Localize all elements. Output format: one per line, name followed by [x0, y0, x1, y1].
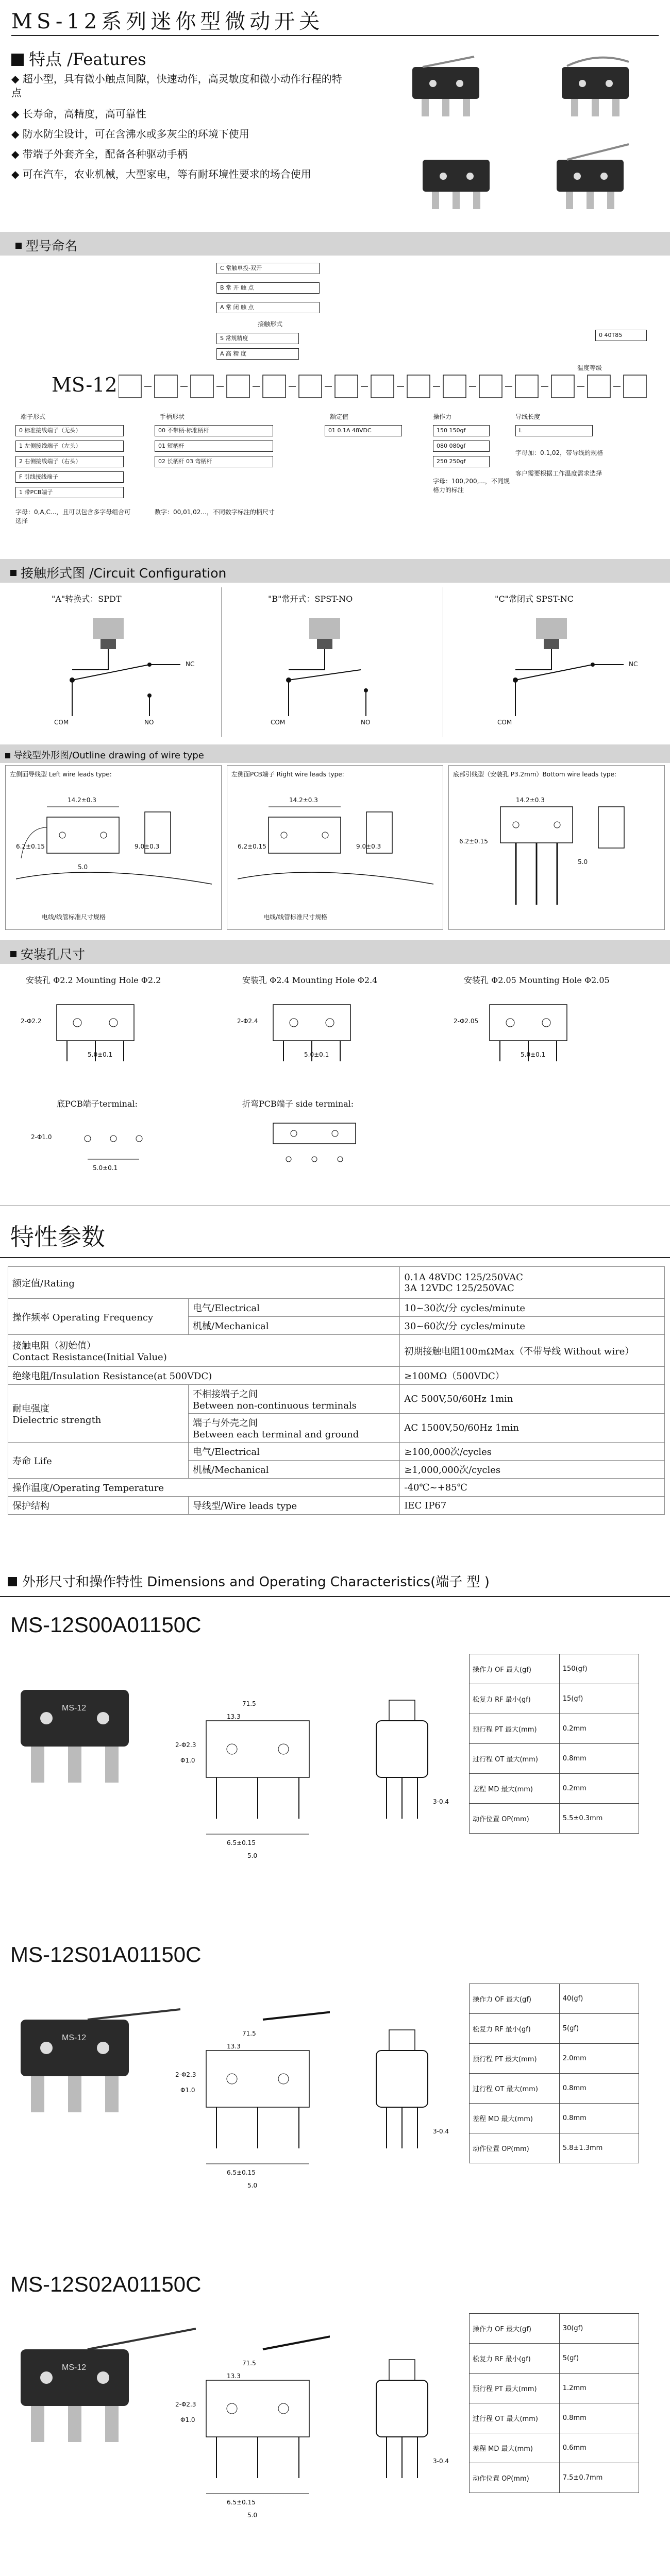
- spec-value: 初期接触电阻100mΩMax（不带导线 Without wire）: [400, 1335, 665, 1367]
- right-wire-drawing: [238, 786, 439, 905]
- product-photo: [10, 1659, 196, 1875]
- param-value: 0.8mm: [559, 2074, 639, 2104]
- no-label: NO: [144, 719, 154, 726]
- spec-sub: 不相接端子之间 Between non-continuous terminals: [189, 1385, 400, 1414]
- dim-label: 6.5±0.15: [227, 2499, 256, 2506]
- product-photo-cluster: [392, 46, 660, 232]
- mount-drawing-1: [31, 994, 165, 1072]
- wire-length-label: 导线长度: [515, 413, 541, 420]
- dim-label: 6.2±0.15: [238, 843, 266, 850]
- switch-body-text: MS-12: [62, 2033, 87, 2042]
- dim-label: 2-Φ2.05: [454, 1018, 479, 1025]
- spec-value: IEC IP67: [400, 1497, 665, 1515]
- param-label: 预行程 PT 最大(mm): [470, 2044, 560, 2074]
- feature-item: ◆ 带端子外套齐全，配备各种驱动手柄: [11, 148, 188, 160]
- circuit-label: "A"转换式：SPDT: [52, 594, 122, 604]
- no-label: NO: [361, 719, 371, 726]
- wire-panel-bottom: [448, 765, 665, 930]
- wire-label: 左侧面PCB端子 Right wire leads type:: [231, 771, 344, 778]
- dim-label: 5.0: [247, 2182, 258, 2189]
- circuit-label: "C"常闭式 SPST-NC: [495, 594, 574, 604]
- param-label: 过行程 OT 最大(mm): [470, 2074, 560, 2104]
- dim-label: 2-Φ1.0: [31, 1133, 52, 1141]
- spec-value: 0.1A 48VDC 125/250VAC 3A 12VDC 125/250VAC: [400, 1267, 665, 1299]
- dim-label: 5.0: [247, 2512, 258, 2519]
- spec-row: [8, 1335, 665, 1367]
- mount-drawing-3: [464, 994, 598, 1072]
- temp-option: 0 40T85: [595, 330, 647, 341]
- dim-label: 2-Φ2.3: [175, 2071, 196, 2078]
- wire-section-bar: [0, 744, 670, 763]
- circuit-panel-spst-no: [227, 587, 443, 737]
- precision-option: S 常规精度: [216, 333, 299, 344]
- spec-sub: 导线型/Wire leads type: [189, 1497, 400, 1515]
- spec-row: [8, 1497, 665, 1515]
- param-value: 0.6mm: [559, 2433, 639, 2463]
- product-photo-2: [562, 58, 629, 116]
- param-label: 动作位置 OP(mm): [470, 2463, 560, 2493]
- dim-label: Φ1.0: [180, 2416, 195, 2424]
- dim-label: 14.2±0.3: [289, 796, 318, 804]
- dims-heading: 外形尺寸和操作特性 Dimensions and Operating Characteristics(端子 型 ): [8, 1571, 490, 1590]
- dim-label: 6.5±0.15: [227, 2169, 256, 2176]
- left-wire-drawing: [16, 786, 217, 905]
- spec-value: ≥1,000,000次/cycles: [400, 1461, 665, 1479]
- wire-panel-left: [5, 765, 222, 930]
- param-value: 7.5±0.7mm: [559, 2463, 639, 2493]
- lever-option: 02 长柄杆 03 弯柄杆: [155, 456, 273, 467]
- circuit-section-bar: [0, 559, 670, 583]
- dim-label: 6.2±0.15: [459, 838, 488, 845]
- dim-label: 71.5: [242, 2030, 256, 2037]
- force-option: 080 080gf: [433, 440, 490, 452]
- param-row: [470, 2044, 639, 2074]
- mount-drawing-2: [247, 994, 381, 1072]
- param-label: 操作力 OF 最大(gf): [470, 1984, 560, 2014]
- spec-name: 耐电强度 Dielectric strength: [8, 1385, 189, 1443]
- param-row: [470, 1774, 639, 1804]
- param-value: 2.0mm: [559, 2044, 639, 2074]
- lever-type-label: 手柄形状: [160, 413, 185, 420]
- param-value: 5.5±0.3mm: [559, 1804, 639, 1834]
- front-view-drawing: [186, 2318, 330, 2535]
- dim-label: 2-Φ2.3: [175, 2401, 196, 2408]
- param-row: [470, 1714, 639, 1744]
- param-row: [470, 2374, 639, 2403]
- switch-body-text: MS-12: [62, 1704, 87, 1713]
- wire-option: L: [515, 425, 593, 436]
- spec-value: -40℃~+85℃: [400, 1479, 665, 1497]
- wire-panels: [0, 765, 670, 935]
- product-photo-3: [423, 160, 490, 209]
- circuit-panel-spdt: [5, 587, 222, 737]
- spec-sub: 电气/Electrical: [189, 1299, 400, 1317]
- naming-note: 数字：00,01,02...，不同数字标注的柄尺寸: [155, 509, 275, 516]
- param-value: 1.2mm: [559, 2374, 639, 2403]
- spec-sub: 端子与外壳之间 Between each terminal and ground: [189, 1414, 400, 1443]
- terminal-option: 2 右侧接线端子（右头）: [15, 456, 124, 467]
- features-list: [11, 72, 351, 181]
- param-row: [470, 1654, 639, 1684]
- rating-option: 01 0.1A 48VDC: [325, 425, 402, 436]
- param-row: [470, 2104, 639, 2133]
- code-boxes: [119, 371, 665, 402]
- dim-label: 2-Φ2.2: [21, 1018, 42, 1025]
- param-label: 动作位置 OP(mm): [470, 2133, 560, 2163]
- lever-option: 00 不带柄-标准柄杆: [155, 425, 273, 436]
- param-label: 预行程 PT 最大(mm): [470, 2374, 560, 2403]
- param-row: [470, 2403, 639, 2433]
- spec-value: AC 1500V,50/60Hz 1min: [400, 1414, 665, 1443]
- spec-row: [8, 1367, 665, 1385]
- title-rule: [11, 35, 659, 36]
- param-value: 0.2mm: [559, 1714, 639, 1744]
- dim-label: 9.0±0.3: [135, 843, 160, 850]
- wire-caption: 电线/线管标准尺寸规格: [263, 913, 328, 921]
- contact-option: B 常 开 触 点: [216, 282, 320, 294]
- spec-name: 保护结构: [8, 1497, 189, 1515]
- param-label: 差程 MD 最大(mm): [470, 2104, 560, 2133]
- param-row: [470, 2463, 639, 2493]
- dim-label: 2-Φ2.4: [237, 1018, 258, 1025]
- naming-note: 字母：0,A,C...，且可以包含多字母组合可选择: [15, 509, 131, 524]
- param-value: 0.8mm: [559, 2104, 639, 2133]
- model-prefix: MS-12: [52, 374, 118, 396]
- naming-diagram: [0, 258, 670, 546]
- dim-label: 13.3: [227, 2372, 241, 2380]
- param-table: [469, 1654, 639, 1834]
- side-view-drawing: [361, 2009, 443, 2174]
- product-block: [0, 1932, 670, 2251]
- param-label: 预行程 PT 最大(mm): [470, 1714, 560, 1744]
- dim-label: Φ1.0: [180, 2087, 195, 2094]
- terminal-type-label: 端子形式: [21, 413, 46, 420]
- square-bullet-icon: [10, 570, 16, 576]
- terminal-option: 1 带PCB端子: [15, 487, 124, 498]
- param-value: 0.2mm: [559, 1774, 639, 1804]
- naming-note: 字母：100,200,...，不同规格力的标注: [433, 478, 510, 494]
- param-row: [470, 2344, 639, 2374]
- dim-label: 3-0.4: [433, 2458, 449, 2465]
- spec-heading: 特性参数: [10, 1223, 105, 1251]
- terminal-option: F 引线接线端子: [15, 471, 124, 483]
- spec-value: ≥100MΩ（500VDC）: [400, 1367, 665, 1385]
- dim-label: 14.2±0.3: [68, 796, 96, 804]
- param-label: 操作力 OF 最大(gf): [470, 2314, 560, 2344]
- contact-option: C 常触单投-双开: [216, 263, 320, 274]
- feature-item: ◆ 长寿命，高精度，高可靠性: [11, 108, 146, 120]
- lever-option: 01 短柄杆: [155, 440, 273, 452]
- wire-heading: 导线型外形图/Outline drawing of wire type: [5, 748, 204, 761]
- side-terminal-drawing: [263, 1118, 366, 1175]
- dim-label: 13.3: [227, 1713, 241, 1720]
- page-title: MS-12系列迷你型微动开关: [11, 10, 324, 33]
- side-view-drawing: [361, 1680, 443, 1844]
- circuit-label: "B"常开式：SPST-NO: [268, 594, 353, 604]
- square-bullet-icon: [5, 753, 10, 758]
- force-option: 150 150gf: [433, 425, 490, 436]
- dim-label: 5.0±0.1: [93, 1164, 118, 1172]
- front-view-drawing: [186, 1989, 330, 2205]
- spec-name: 接触电阻（初始值） Contact Resistance(Initial Value): [8, 1335, 400, 1367]
- dim-label: 71.5: [242, 1700, 256, 1707]
- dim-label: 3-0.4: [433, 2128, 449, 2135]
- spec-table: [8, 1266, 665, 1515]
- rating-label: 额定值: [330, 413, 349, 420]
- param-label: 差程 MD 最大(mm): [470, 1774, 560, 1804]
- com-label: COM: [54, 719, 69, 726]
- dim-label: 5.0: [247, 1852, 258, 1859]
- square-bullet-icon: [11, 54, 24, 66]
- spec-value: ≥100,000次/cycles: [400, 1443, 665, 1461]
- pcb-terminal-label: 底PCB端子terminal:: [57, 1099, 138, 1109]
- contact-option: A 常 闭 触 点: [216, 302, 320, 313]
- param-label: 松复力 RF 最小(gf): [470, 2344, 560, 2374]
- param-row: [470, 2133, 639, 2163]
- param-label: 差程 MD 最大(mm): [470, 2433, 560, 2463]
- dim-label: 5.0: [578, 858, 588, 866]
- contact-type-label: 接触形式: [258, 320, 283, 328]
- dims-rule: [0, 1596, 670, 1597]
- dim-label: 5.0±0.1: [88, 1051, 113, 1058]
- dim-label: 6.5±0.15: [227, 1839, 256, 1846]
- feature-item: ◆ 超小型，具有微小触点间隙，快速动作，高灵敏度和微小动作行程的特点: [11, 73, 342, 99]
- dim-label: 6.2±0.15: [16, 843, 45, 850]
- spec-value: AC 500V,50/60Hz 1min: [400, 1385, 665, 1414]
- com-label: COM: [271, 719, 286, 726]
- page-header: [0, 0, 670, 242]
- feature-item: ◆ 防水防尘设计，可在含沸水或多灰尘的环境下使用: [11, 128, 249, 140]
- dim-label: 5.0±0.1: [304, 1051, 329, 1058]
- spec-rule: [0, 1257, 670, 1258]
- spec-sub: 机械/Mechanical: [189, 1317, 400, 1335]
- circuit-heading: 接触形式图 /Circuit Configuration: [10, 563, 226, 582]
- param-row: [470, 1744, 639, 1774]
- spec-value: 30~60次/分 cycles/minute: [400, 1317, 665, 1335]
- spec-row: [8, 1443, 665, 1461]
- product-block: [0, 2262, 670, 2576]
- square-bullet-icon: [10, 951, 16, 957]
- param-row: [470, 2433, 639, 2463]
- param-label: 松复力 RF 最小(gf): [470, 2014, 560, 2044]
- spec-name: 寿命 Life: [8, 1443, 189, 1479]
- front-view-drawing: [186, 1659, 330, 1875]
- param-label: 动作位置 OP(mm): [470, 1804, 560, 1834]
- dim-label: 5.0: [78, 863, 88, 871]
- dim-label: 9.0±0.3: [356, 843, 381, 850]
- circuit-panels: [0, 587, 670, 742]
- model-number: MS-12S02A01150C: [10, 2272, 202, 2296]
- force-label: 操作力: [433, 413, 452, 420]
- features-heading: 特点 /Features: [11, 46, 146, 70]
- param-label: 松复力 RF 最小(gf): [470, 1684, 560, 1714]
- spec-value: 10~30次/分 cycles/minute: [400, 1299, 665, 1317]
- side-terminal-label: 折弯PCB端子 side terminal:: [242, 1099, 354, 1109]
- product-photo-4: [557, 144, 629, 209]
- wire-label: 左侧面导线型 Left wire leads type:: [10, 771, 112, 778]
- nc-label: NC: [629, 660, 638, 668]
- wire-caption: 电线/线管标准尺寸规格: [42, 913, 106, 921]
- temp-grade-label: 温度等级: [577, 364, 602, 371]
- param-table: [469, 2313, 639, 2493]
- param-row: [470, 1804, 639, 1834]
- model-number: MS-12S00A01150C: [10, 1613, 202, 1637]
- param-value: 5(gf): [559, 2344, 639, 2374]
- switch-body-text: MS-12: [62, 2363, 87, 2372]
- dim-label: 3-0.4: [433, 1798, 449, 1805]
- bottom-wire-drawing: [459, 791, 660, 915]
- param-row: [470, 2074, 639, 2104]
- terminal-option: 0 标准接线端子（无头）: [15, 425, 124, 436]
- nc-label: NC: [186, 660, 195, 668]
- param-label: 过行程 OT 最大(mm): [470, 2403, 560, 2433]
- product-photo: [10, 1989, 196, 2205]
- param-row: [470, 2314, 639, 2344]
- mounting-label: 安装孔 Φ2.05 Mounting Hole Φ2.05: [464, 975, 610, 985]
- mounting-section-bar: [0, 940, 670, 964]
- param-value: 30(gf): [559, 2314, 639, 2344]
- dim-label: 5.0±0.1: [521, 1051, 546, 1058]
- naming-note: 字母加：0.1,02，带导线的规格: [515, 449, 604, 456]
- model-number: MS-12S01A01150C: [10, 1942, 202, 1967]
- side-view-drawing: [361, 2339, 443, 2504]
- spec-row: [8, 1385, 665, 1414]
- param-row: [470, 2014, 639, 2044]
- naming-section-bar: [0, 232, 670, 256]
- naming-heading: 型号命名: [15, 236, 77, 255]
- param-value: 5(gf): [559, 2014, 639, 2044]
- precision-option: A 高 精 度: [216, 348, 299, 360]
- product-photo-1: [412, 57, 479, 116]
- spec-row: [8, 1479, 665, 1497]
- param-label: 过行程 OT 最大(mm): [470, 1744, 560, 1774]
- spst-no-symbol: [268, 613, 423, 732]
- terminal-option: 1 左侧接线端子（左头）: [15, 440, 124, 452]
- spec-name: 绝缘电阻/Insulation Resistance(at 500VDC): [8, 1367, 400, 1385]
- spec-name: 操作温度/Operating Temperature: [8, 1479, 400, 1497]
- mounting-heading: 安装孔尺寸: [10, 944, 85, 963]
- spec-sub: 电气/Electrical: [189, 1443, 400, 1461]
- mounting-label: 安装孔 Φ2.4 Mounting Hole Φ2.4: [242, 975, 378, 985]
- param-value: 0.8mm: [559, 1744, 639, 1774]
- mounting-panels: [0, 969, 670, 1195]
- square-bullet-icon: [8, 1577, 17, 1586]
- circuit-panel-spst-nc: [448, 587, 665, 737]
- param-table: [469, 1984, 639, 2163]
- spec-row: [8, 1299, 665, 1317]
- param-value: 40(gf): [559, 1984, 639, 2014]
- param-label: 操作力 OF 最大(gf): [470, 1654, 560, 1684]
- param-row: [470, 1684, 639, 1714]
- product-photo: [10, 2318, 196, 2535]
- dim-label: 14.2±0.3: [516, 796, 545, 804]
- naming-note: 客户需要根据工作温度需求选择: [515, 470, 602, 477]
- spec-sub: 机械/Mechanical: [189, 1461, 400, 1479]
- param-value: 150(gf): [559, 1654, 639, 1684]
- spdt-symbol: [52, 613, 206, 732]
- wire-label: 底部引线型（安装孔 P3.2mm）Bottom wire leads type:: [453, 771, 616, 778]
- param-value: 15(gf): [559, 1684, 639, 1714]
- spec-name: 操作频率 Operating Frequency: [8, 1299, 189, 1335]
- wire-panel-right: [227, 765, 443, 930]
- spec-name: 额定值/Rating: [8, 1267, 400, 1299]
- spec-row: [8, 1267, 665, 1299]
- com-label: COM: [497, 719, 512, 726]
- dim-label: 2-Φ2.3: [175, 1741, 196, 1749]
- dim-label: 71.5: [242, 2360, 256, 2367]
- dim-label: 13.3: [227, 2043, 241, 2050]
- feature-item: ◆ 可在汽车，农业机械，大型家电，等有耐环境性要求的场合使用: [11, 168, 311, 180]
- param-value: 5.8±1.3mm: [559, 2133, 639, 2163]
- square-bullet-icon: [15, 243, 22, 249]
- param-value: 0.8mm: [559, 2403, 639, 2433]
- spst-nc-symbol: [495, 613, 649, 732]
- product-block: [0, 1602, 670, 1922]
- param-row: [470, 1984, 639, 2014]
- dim-label: Φ1.0: [180, 1757, 195, 1764]
- force-option: 250 250gf: [433, 456, 490, 467]
- mounting-label: 安装孔 Φ2.2 Mounting Hole Φ2.2: [26, 975, 161, 985]
